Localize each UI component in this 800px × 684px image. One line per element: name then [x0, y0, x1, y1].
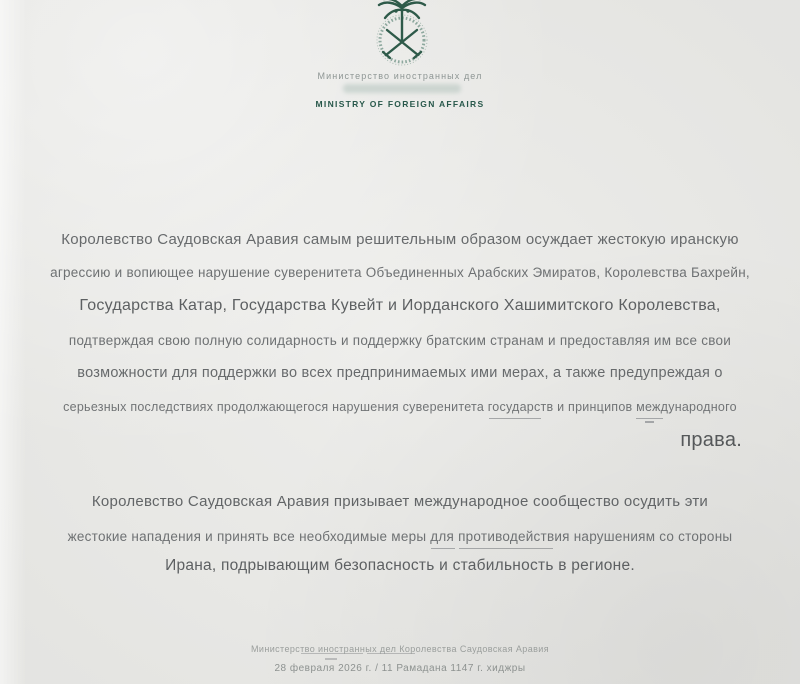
blurred-arabic-text	[343, 84, 461, 93]
statement-line-rights: права.	[680, 429, 742, 451]
statement-line: серьезных последствиях продолжающегося нарушения суверенитета государств и принципов международного	[63, 400, 737, 414]
statement-line: подтверждая свою полную солидарность и поддержку братским странам и предоставляя им все свои	[68, 333, 732, 348]
saudi-emblem-icon	[354, 0, 450, 66]
underline-mark	[459, 548, 553, 549]
underline-mark	[431, 548, 455, 549]
footer-organization: Министерство иностранных дел Королевства Саудовская Аравия	[251, 644, 549, 654]
ministry-name-english: MINISTRY OF FOREIGN AFFAIRS	[315, 99, 485, 109]
underline-mark	[636, 418, 663, 419]
ministry-name-russian: Министерство иностранных дел	[317, 71, 483, 81]
statement-line: Королевство Саудовская Аравия призывает международное сообщество осудить эти	[91, 493, 709, 510]
statement-line: Ирана, подрывающим безопасность и стабильность в регионе.	[165, 557, 635, 574]
statement-line: жестокие нападения и принять все необходимые меры для противодействия нарушениям со стороны	[67, 529, 733, 544]
statement-line: агрессию и вопиющее нарушение суверенитета Объединенных Арабских Эмиратов, Королевства Бахрейн,	[50, 265, 750, 280]
underline-mark	[325, 658, 337, 660]
statement-line: Государства Катар, Государства Кувейт и Иорданского Хашимитского Королевства,	[79, 297, 721, 314]
underline-mark	[645, 421, 654, 423]
statement-line: Королевство Саудовская Аравия самым решительным образом осуждает жестокую иранскую	[61, 231, 739, 248]
footer-date: 28 февраля 2026 г. / 11 Рамадана 1147 г. хиджры	[274, 663, 526, 674]
underline-mark	[489, 418, 541, 419]
statement-line: возможности для поддержки во всех предпринимаемых ими мерах, а также предупреждая о	[77, 365, 723, 381]
